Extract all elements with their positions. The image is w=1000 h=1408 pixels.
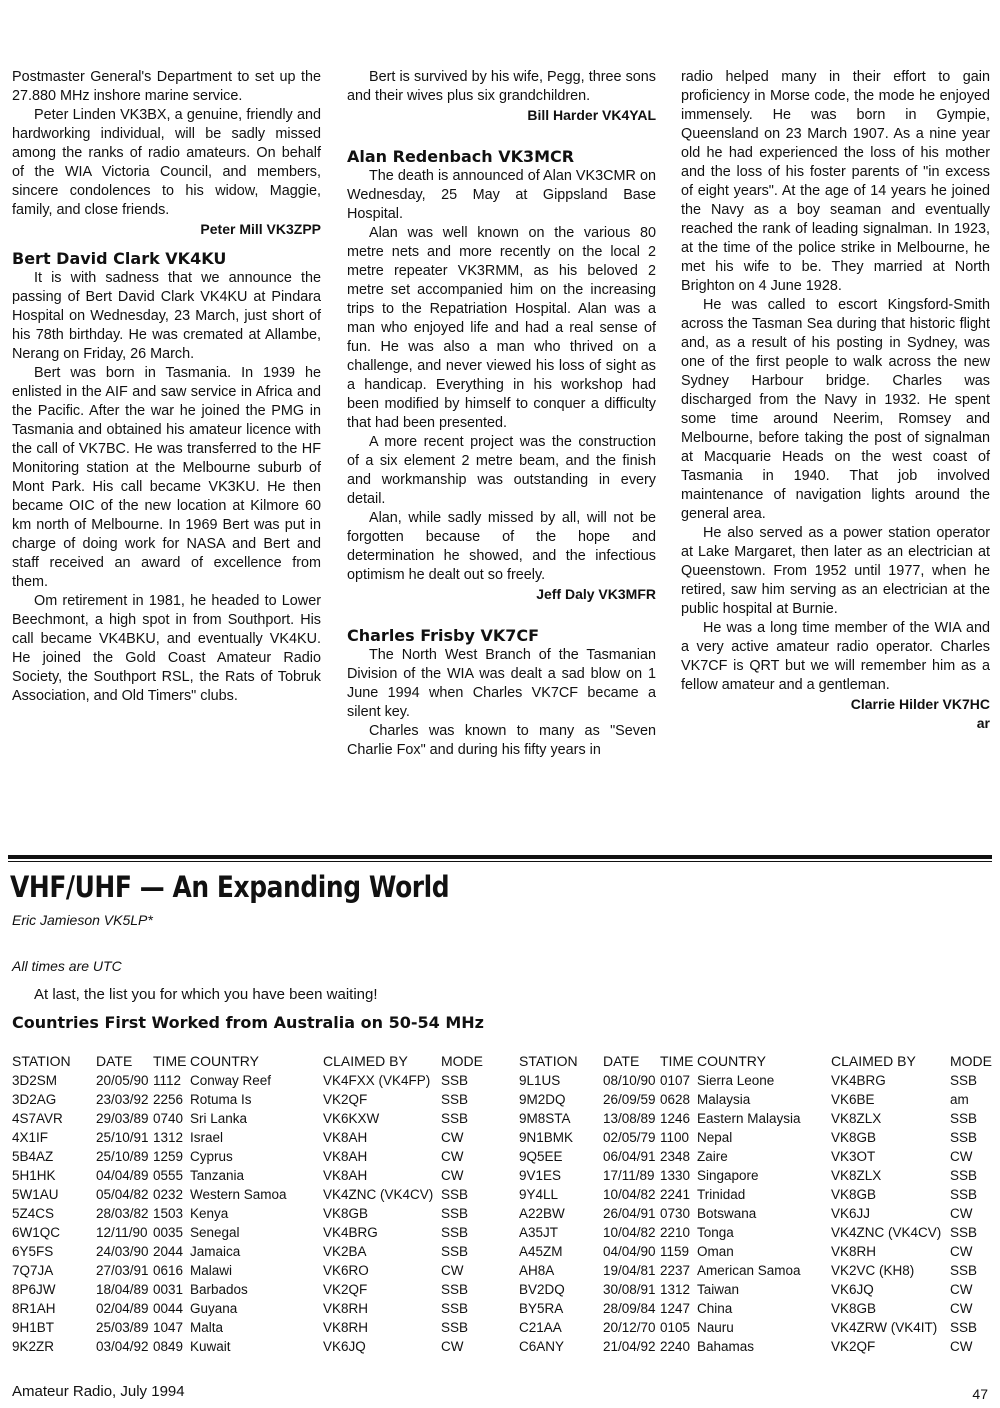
cell-mode: SSB (441, 1073, 469, 1088)
cell-mode: SSB (950, 1187, 978, 1202)
cell-station: C21AA (519, 1320, 562, 1335)
table-row (12, 1090, 492, 1109)
section-title: VHF/UHF — An Expanding World (10, 870, 450, 904)
cell-time: 2348 (660, 1149, 691, 1164)
cell-date: 18/04/89 (96, 1282, 149, 1297)
cell-station: 3D2AG (12, 1092, 57, 1107)
cell-time: 0730 (660, 1206, 691, 1221)
table-row (12, 1071, 492, 1090)
table-row (12, 1318, 492, 1337)
cell-mode: CW (441, 1339, 464, 1354)
cell-station: 5Z4CS (12, 1206, 55, 1221)
cell-mode: SSB (950, 1225, 978, 1240)
cell-station: 4S7AVR (12, 1111, 63, 1126)
signature: Jeff Daly VK3MFR (536, 586, 656, 602)
cell-date: 28/03/82 (96, 1206, 149, 1221)
cell-claimed-by: VK6RO (323, 1263, 369, 1278)
cell-station: 5B4AZ (12, 1149, 54, 1164)
cell-date: 06/04/91 (603, 1149, 656, 1164)
cell-mode: SSB (441, 1111, 469, 1126)
cell-time: 1159 (660, 1244, 690, 1259)
cell-country: Kuwait (190, 1339, 231, 1354)
paragraph: He was a long time member of the WIA and a very active amateur radio operator. Charles VK7CF is QRT but we will remember him as a fellow amateur and a gentleman. (681, 620, 990, 693)
cell-date: 05/04/82 (96, 1187, 149, 1202)
cell-date: 25/03/89 (96, 1320, 149, 1335)
cell-mode: CW (950, 1301, 973, 1316)
cell-station: BV2DQ (519, 1282, 565, 1297)
cell-mode: CW (950, 1149, 973, 1164)
cell-country: Oman (697, 1244, 734, 1259)
paragraph: Om retirement in 1981, he headed to Lower Beechmont, a high spot in from Southport. His call became VK4BKU, and eventually VK4KU. He joined the Gold Coast Amateur Radio Society, the Southport RSL, the Rats of Tobruk Association, and Old Timers" clubs. (12, 593, 321, 704)
cell-station: 6Y5FS (12, 1244, 54, 1259)
cell-date: 25/10/89 (96, 1149, 149, 1164)
table-row (519, 1299, 991, 1318)
cell-country: Conway Reef (190, 1073, 272, 1088)
table-row (12, 1128, 492, 1147)
cell-country: Cyprus (190, 1149, 233, 1164)
cell-mode: SSB (950, 1130, 978, 1145)
paragraph: Alan, while sadly missed by all, will not be forgotten because of the hope and determination he showed, and the infectious optimism he dealt out so freely. (347, 510, 656, 583)
cell-date: 04/04/89 (96, 1168, 149, 1183)
cell-country: Sierra Leone (697, 1073, 775, 1088)
cell-claimed-by: VK8ZLX (831, 1111, 882, 1126)
cell-station: C6ANY (519, 1339, 565, 1354)
cell-mode: CW (950, 1339, 973, 1354)
table-row (519, 1128, 991, 1147)
table-row (519, 1109, 991, 1128)
cell-mode: CW (441, 1149, 464, 1164)
cell-claimed-by: VK3OT (831, 1149, 876, 1164)
header-date: DATE (96, 1053, 133, 1069)
column-3 (681, 68, 990, 733)
table-row (12, 1280, 492, 1299)
table-row (12, 1147, 492, 1166)
cell-claimed-by: VK2VC (KH8) (831, 1263, 915, 1278)
paragraph: He also served as a power station operator at Lake Margaret, then later as an electrician at Queenstown. From 1952 until 1977, when he retired, saw him serving as an electrician at the public hospital at Burnie. (681, 525, 990, 617)
cell-claimed-by: VK4FXX (VK4FP) (323, 1073, 431, 1088)
table-row (12, 1109, 492, 1128)
cell-mode: SSB (441, 1320, 469, 1335)
cell-mode: SSB (950, 1168, 978, 1183)
paragraph: A more recent project was the construction of a six element 2 metre beam, and the finish and workmanship was outstanding in every detail. (347, 434, 656, 507)
cell-time: 2044 (153, 1244, 184, 1259)
cell-time: 2241 (660, 1187, 691, 1202)
table-row (519, 1185, 991, 1204)
cell-time: 0616 (153, 1263, 184, 1278)
paragraph: It is with sadness that we announce the passing of Bert David Clark VK4KU at Pindara Hospital on Wednesday, 23 March, just short of his 78th birthday. He was cremated at Allambe, Nerang on Friday, 26 March. (12, 270, 321, 362)
cell-date: 25/10/91 (96, 1130, 149, 1145)
cell-country: American Samoa (697, 1263, 801, 1278)
header-mode: MODE (950, 1053, 992, 1069)
cell-station: 8R1AH (12, 1301, 56, 1316)
cell-country: Eastern Malaysia (697, 1111, 801, 1126)
cell-claimed-by: VK4BRG (323, 1225, 378, 1240)
cell-mode: SSB (441, 1282, 469, 1297)
header-time: TIME (660, 1053, 694, 1069)
cell-date: 30/08/91 (603, 1282, 656, 1297)
signature: Clarrie Hilder VK7HC (850, 696, 990, 712)
cell-country: Tanzania (190, 1168, 245, 1183)
cell-country: Guyana (190, 1301, 238, 1316)
table-row (12, 1223, 492, 1242)
cell-mode: SSB (441, 1225, 469, 1240)
table-row (519, 1071, 991, 1090)
section-divider-thin (8, 861, 992, 862)
cell-country: Tonga (697, 1225, 734, 1240)
paragraph: He was called to escort Kingsford-Smith across the Tasman Sea during that historic flight and, as a result of his posting in Sydney, was one of the first people to walk across the new Sydney Harbour bridge. Charles was discharged from the Navy in 1932. He spent some time around Neerim, Romsey and Melbourne, before taking the post of signalman at Macquarie Heads on the west coast of Tasmania in 1940. That job involved maintenance of navigation lights around the general area. (681, 297, 990, 522)
cell-date: 02/04/89 (96, 1301, 149, 1316)
header-station: STATION (519, 1053, 578, 1069)
cell-mode: SSB (950, 1073, 978, 1088)
obituary-heading: Bert David Clark VK4KU (12, 249, 227, 268)
cell-time: 1312 (153, 1130, 184, 1145)
cell-mode: am (950, 1092, 969, 1107)
table-row (519, 1318, 991, 1337)
cell-station: 3D2SM (12, 1073, 58, 1088)
cell-mode: CW (441, 1168, 464, 1183)
cell-country: Jamaica (190, 1244, 241, 1259)
footer-page-number: 47 (972, 1386, 988, 1402)
table-row (519, 1204, 991, 1223)
cell-mode: SSB (441, 1187, 469, 1202)
cell-country: Taiwan (697, 1282, 740, 1297)
paragraph: Charles was known to many as "Seven Charlie Fox" and during his fifty years in (347, 723, 656, 758)
cell-station: 9L1US (519, 1073, 561, 1088)
cell-date: 23/03/92 (96, 1092, 149, 1107)
cell-country: Sri Lanka (190, 1111, 248, 1126)
cell-mode: CW (441, 1263, 464, 1278)
cell-date: 04/04/90 (603, 1244, 656, 1259)
paragraph: Bert is survived by his wife, Pegg, three sons and their wives plus six grandchildren. (347, 69, 656, 104)
cell-date: 10/04/82 (603, 1225, 656, 1240)
cell-time: 0035 (153, 1225, 184, 1240)
cell-station: 5W1AU (12, 1187, 59, 1202)
table-row (12, 1204, 492, 1223)
cell-station: 9K2ZR (12, 1339, 55, 1354)
cell-mode: CW (950, 1244, 973, 1259)
cell-claimed-by: VK6JQ (831, 1282, 874, 1297)
table-row (519, 1280, 991, 1299)
cell-claimed-by: VK8AH (323, 1168, 368, 1183)
cell-claimed-by: VK4ZRW (VK4IT) (831, 1320, 938, 1335)
cell-date: 21/04/92 (603, 1339, 656, 1354)
cell-date: 19/04/81 (603, 1263, 656, 1278)
cell-time: 1259 (153, 1149, 184, 1164)
table-row (519, 1223, 991, 1242)
cell-time: 0232 (153, 1187, 184, 1202)
cell-mode: SSB (441, 1092, 469, 1107)
cell-claimed-by: VK8AH (323, 1130, 368, 1145)
header-claimed-by: CLAIMED BY (831, 1053, 916, 1069)
cell-country: Botswana (697, 1206, 757, 1221)
table-row (12, 1261, 492, 1280)
cell-claimed-by: VK2QF (831, 1339, 876, 1354)
cell-time: 1246 (660, 1111, 691, 1126)
cell-time: 2240 (660, 1339, 691, 1354)
cell-station: A35JT (519, 1225, 559, 1240)
signature-end-mark: ar (976, 715, 990, 731)
cell-date: 03/04/92 (96, 1339, 149, 1354)
cell-country: Rotuma Is (190, 1092, 252, 1107)
header-date: DATE (603, 1053, 640, 1069)
table-row (12, 1166, 492, 1185)
cell-country: Malta (190, 1320, 224, 1335)
times-note: All times are UTC (12, 958, 122, 974)
cell-time: 0849 (153, 1339, 184, 1354)
section-divider (8, 855, 992, 859)
cell-claimed-by: VK6KXW (323, 1111, 380, 1126)
cell-claimed-by: VK8RH (831, 1244, 877, 1259)
table-row (519, 1261, 991, 1280)
cell-mode: SSB (950, 1320, 978, 1335)
table-row (12, 1185, 492, 1204)
cell-date: 20/12/70 (603, 1320, 656, 1335)
cell-station: BY5RA (519, 1301, 564, 1316)
cell-claimed-by: VK2BA (323, 1244, 367, 1259)
cell-time: 0044 (153, 1301, 184, 1316)
paragraph: Alan was well known on the various 80 metre nets and more recently on the local 2 metre repeater VK3RMM, as his beloved 2 metre set accompanied him on the increasing trips to the Repatriation Hospital. Alan was a man who enjoyed life and had a real sense of fun. He was also a man who thrived on a challenge, and never viewed his loss of sight as a handicap. Everything in his workshop had been modified by himself to conquer a difficulty that had been presented. (347, 225, 656, 431)
cell-date: 27/03/91 (96, 1263, 149, 1278)
cell-station: 9H1BT (12, 1320, 55, 1335)
paragraph: The death is announced of Alan VK3CMR on Wednesday, 25 May at Gippsland Base Hospital. (347, 168, 656, 222)
cell-mode: CW (441, 1130, 464, 1145)
cell-date: 29/03/89 (96, 1111, 149, 1126)
cell-claimed-by: VK8ZLX (831, 1168, 882, 1183)
cell-date: 28/09/84 (603, 1301, 656, 1316)
cell-time: 0740 (153, 1111, 184, 1126)
cell-country: Bahamas (697, 1339, 755, 1354)
signature: Peter Mill VK3ZPP (200, 221, 321, 237)
cell-time: 1247 (660, 1301, 691, 1316)
cell-country: Barbados (190, 1282, 248, 1297)
table-row (519, 1147, 991, 1166)
cell-country: China (697, 1301, 733, 1316)
table-header-row (12, 1052, 492, 1071)
cell-mode: SSB (441, 1206, 469, 1221)
cell-station: AH8A (519, 1263, 555, 1278)
cell-station: A22BW (519, 1206, 565, 1221)
cell-time: 1100 (660, 1130, 690, 1145)
obituary-heading: Alan Redenbach VK3MCR (347, 147, 575, 166)
cell-station: 9N1BMK (519, 1130, 574, 1145)
cell-time: 0107 (660, 1073, 691, 1088)
footer-publication: Amateur Radio, July 1994 (12, 1383, 185, 1400)
cell-date: 20/05/90 (96, 1073, 149, 1088)
paragraph: The North West Branch of the Tasmanian Division of the WIA was dealt a sad blow on 1 June 1994 when Charles VK7CF became a silent key. (347, 647, 656, 720)
cell-date: 24/03/90 (96, 1244, 149, 1259)
cell-time: 1330 (660, 1168, 691, 1183)
cell-time: 0105 (660, 1320, 691, 1335)
cell-country: Malaysia (697, 1092, 751, 1107)
table-title: Countries First Worked from Australia on 50-54 MHz (12, 1013, 484, 1032)
cell-claimed-by: VK8GB (831, 1130, 877, 1145)
cell-claimed-by: VK2QF (323, 1092, 368, 1107)
cell-claimed-by: VK8AH (323, 1149, 368, 1164)
cell-claimed-by: VK6JQ (323, 1339, 366, 1354)
paragraph: Peter Linden VK3BX, a genuine, friendly and hardworking individual, will be sadly missed among the ranks of radio amateurs. On behalf of the WIA Victoria Council, and members, sincere condolences to his widow, Maggie, family, and close friends. (12, 107, 321, 218)
cell-time: 1112 (153, 1073, 182, 1088)
cell-mode: SSB (441, 1301, 469, 1316)
cell-claimed-by: VK8GB (831, 1187, 877, 1202)
cell-claimed-by: VK6JJ (831, 1206, 871, 1221)
table-row (519, 1337, 991, 1356)
cell-country: Kenya (190, 1206, 229, 1221)
cell-country: Nauru (697, 1320, 734, 1335)
cell-claimed-by: VK4ZNC (VK4CV) (831, 1225, 942, 1240)
cell-country: Malawi (190, 1263, 233, 1278)
cell-claimed-by: VK2QF (323, 1282, 368, 1297)
cell-claimed-by: VK8GB (323, 1206, 369, 1221)
cell-date: 17/11/89 (603, 1168, 655, 1183)
cell-time: 0628 (660, 1092, 691, 1107)
cell-country: Israel (190, 1130, 224, 1145)
cell-country: Senegal (190, 1225, 240, 1240)
cell-country: Western Samoa (190, 1187, 287, 1202)
header-time: TIME (153, 1053, 187, 1069)
cell-mode: CW (950, 1206, 973, 1221)
cell-station: 9Q5EE (519, 1149, 563, 1164)
paragraph: Bert was born in Tasmania. In 1939 he enlisted in the AIF and saw service in Africa and the Pacific. After the war he joined the PMG in Tasmania and obtained his amateur licence with the call of VK7BC. He was transferred to the HF Monitoring station at the Melbourne suburb of Mont Park. His call became VK3KU. He then became OIC of the new location at Kilmore 60 km north of Melbourne. In 1969 Bert was put in charge of doing work for NASA and Bert and staff received an award of excellence from them. (12, 365, 321, 590)
cell-time: 2210 (660, 1225, 691, 1240)
cell-date: 08/10/90 (603, 1073, 656, 1088)
header-mode: MODE (441, 1053, 483, 1069)
cell-country: Nepal (697, 1130, 733, 1145)
cell-country: Zaire (697, 1149, 728, 1164)
cell-station: 9Y4LL (519, 1187, 559, 1202)
table-row (12, 1299, 492, 1318)
obituary-heading: Charles Frisby VK7CF (347, 626, 540, 645)
cell-claimed-by: VK4ZNC (VK4CV) (323, 1187, 434, 1202)
cell-country: Singapore (697, 1168, 759, 1183)
cell-time: 0555 (153, 1168, 184, 1183)
cell-station: 7Q7JA (12, 1263, 54, 1278)
cell-claimed-by: VK8RH (323, 1301, 369, 1316)
table-row (12, 1337, 492, 1356)
cell-date: 10/04/82 (603, 1187, 656, 1202)
cell-station: 6W1QC (12, 1225, 61, 1240)
cell-station: 8P6JW (12, 1282, 56, 1297)
cell-date: 02/05/79 (603, 1130, 656, 1145)
table-row (12, 1242, 492, 1261)
cell-time: 2256 (153, 1092, 184, 1107)
column-1 (12, 68, 321, 706)
intro-text: At last, the list you for which you have been waiting! (34, 986, 378, 1003)
cell-date: 12/11/90 (96, 1225, 148, 1240)
header-country: COUNTRY (697, 1053, 766, 1069)
cell-station: 9M2DQ (519, 1092, 566, 1107)
cell-claimed-by: VK8GB (831, 1301, 877, 1316)
table-header-row (519, 1052, 991, 1071)
cell-claimed-by: VK6BE (831, 1092, 875, 1107)
byline: Eric Jamieson VK5LP* (12, 912, 153, 928)
cell-date: 13/08/89 (603, 1111, 656, 1126)
column-2 (347, 68, 656, 760)
paragraph: radio helped many in their effort to gain proficiency in Morse code, the mode he enjoyed immensely. He was born in Gympie, Queensland on 23 March 1907. As a nine year old he had experienced the loss of his mother and the loss of his foster parents of "in excess of eight years". At the age of 14 years he joined the Navy as a boy seaman and eventually reached the rank of leading signalman. In 1923, at the time of the police strike in Melbourne, he met his wife to be. They married at North Brighton on 4 June 1928. (681, 69, 990, 294)
signature: Bill Harder VK4YAL (527, 107, 656, 123)
cell-mode: CW (950, 1282, 973, 1297)
cell-station: 5H1HK (12, 1168, 56, 1183)
cell-date: 26/09/59 (603, 1092, 656, 1107)
table-row (519, 1090, 991, 1109)
cell-station: 9V1ES (519, 1168, 562, 1183)
cell-time: 0031 (153, 1282, 184, 1297)
cell-mode: SSB (950, 1111, 978, 1126)
cell-claimed-by: VK8RH (323, 1320, 369, 1335)
cell-claimed-by: VK4BRG (831, 1073, 886, 1088)
paragraph: Postmaster General's Department to set up the 27.880 MHz inshore marine service. (12, 69, 321, 104)
cell-country: Trinidad (697, 1187, 746, 1202)
cell-mode: SSB (441, 1244, 469, 1259)
header-station: STATION (12, 1053, 71, 1069)
header-claimed-by: CLAIMED BY (323, 1053, 408, 1069)
cell-station: 9M8STA (519, 1111, 571, 1126)
header-country: COUNTRY (190, 1053, 259, 1069)
countries-table-left (12, 1052, 492, 1356)
countries-table-right (519, 1052, 991, 1356)
cell-time: 1503 (153, 1206, 184, 1221)
cell-date: 26/04/91 (603, 1206, 656, 1221)
cell-station: A45ZM (519, 1244, 563, 1259)
table-row (519, 1242, 991, 1261)
cell-station: 4X1IF (12, 1130, 49, 1145)
cell-time: 1047 (153, 1320, 184, 1335)
cell-time: 2237 (660, 1263, 691, 1278)
cell-mode: SSB (950, 1263, 978, 1278)
table-row (519, 1166, 991, 1185)
cell-time: 1312 (660, 1282, 691, 1297)
